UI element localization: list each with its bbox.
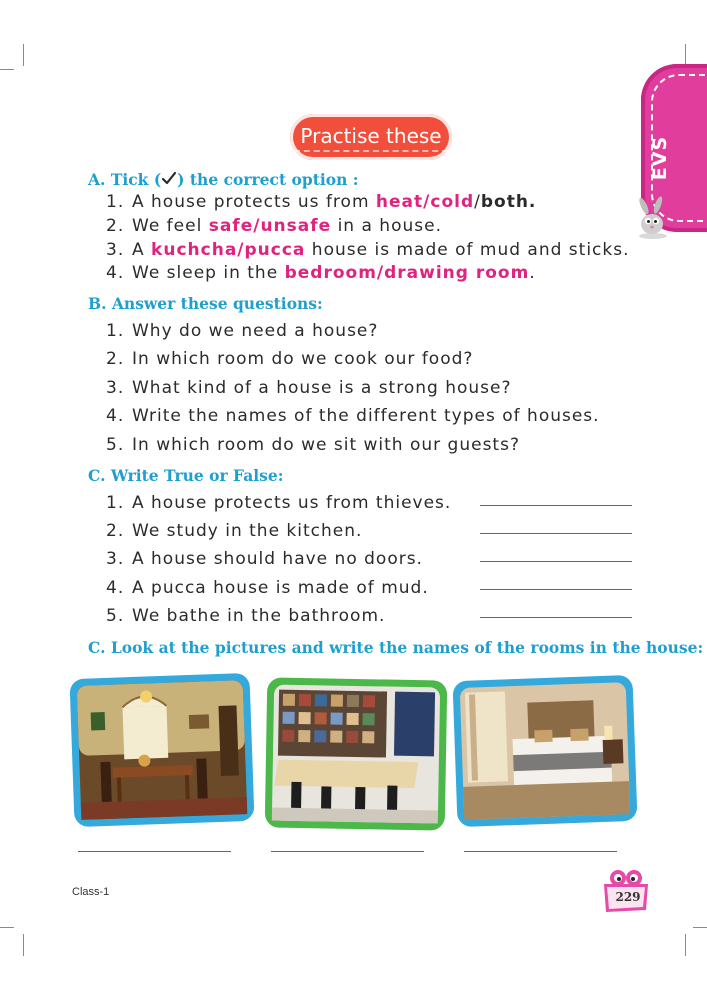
question-item: 2. In which room do we cook our food?: [106, 349, 474, 369]
bunny-mascot-icon: [630, 196, 676, 242]
page-number: 229: [615, 890, 641, 904]
class-label: Class-1: [72, 886, 110, 898]
section-b-title: B. Answer these questions:: [88, 294, 323, 313]
evs-tab-label: EVS: [649, 135, 671, 181]
option-choice: safe/unsafe: [208, 216, 332, 236]
option-item: 3. A kuchcha/pucca house is made of mud and sticks.: [106, 240, 630, 260]
crop-mark: [0, 69, 14, 70]
answer-blank-line: [480, 561, 632, 562]
practise-heading-badge: [290, 114, 452, 160]
section-c-title: C. Write True or False:: [88, 466, 284, 485]
section-d-title: C. Look at the pictures and write the names of the rooms in the house:: [88, 638, 704, 657]
question-item: 1. Why do we need a house?: [106, 321, 379, 341]
question-item: 5. In which room do we sit with our guests?: [106, 435, 520, 455]
answer-blank-line: [480, 505, 632, 506]
option-item: 4. We sleep in the bedroom/drawing room.: [106, 263, 536, 283]
answer-blank-line: [271, 851, 424, 852]
question-item: 4. Write the names of the different types of houses.: [106, 406, 600, 426]
option-item: 1. A house protects us from heat/cold/both.: [106, 192, 537, 212]
option-choice: both.: [480, 192, 537, 212]
bedroom-photo: [453, 675, 638, 827]
tick-mark-icon: [161, 171, 177, 186]
true-false-item: 2. We study in the kitchen.: [106, 521, 363, 541]
true-false-item: 1. A house protects us from thieves.: [106, 493, 452, 513]
true-false-item: 5. We bathe in the bathroom.: [106, 606, 386, 626]
answer-blank-line: [480, 589, 632, 590]
option-choice: heat/cold: [375, 192, 475, 212]
option-choice: kuchcha/pucca: [151, 240, 306, 260]
crop-mark: [693, 927, 707, 928]
section-a-title: A. Tick ( ) the correct option :: [88, 170, 359, 189]
page-title: Practise these: [294, 122, 447, 152]
answer-blank-line: [464, 851, 617, 852]
crop-mark: [23, 44, 24, 66]
question-item: 3. What kind of a house is a strong house?: [106, 378, 512, 398]
study-room-photo: [265, 677, 448, 830]
option-item: 2. We feel safe/unsafe in a house.: [106, 216, 442, 236]
true-false-item: 4. A pucca house is made of mud.: [106, 578, 429, 598]
crop-mark: [0, 927, 14, 928]
crop-mark: [685, 44, 686, 66]
true-false-item: 3. A house should have no doors.: [106, 549, 423, 569]
crop-mark: [23, 934, 24, 956]
option-choice: bedroom/drawing room: [284, 263, 530, 283]
answer-blank-line: [480, 617, 632, 618]
dining-room-photo: [69, 673, 254, 827]
answer-blank-line: [480, 533, 632, 534]
crop-mark: [685, 934, 686, 956]
answer-blank-line: [78, 851, 231, 852]
